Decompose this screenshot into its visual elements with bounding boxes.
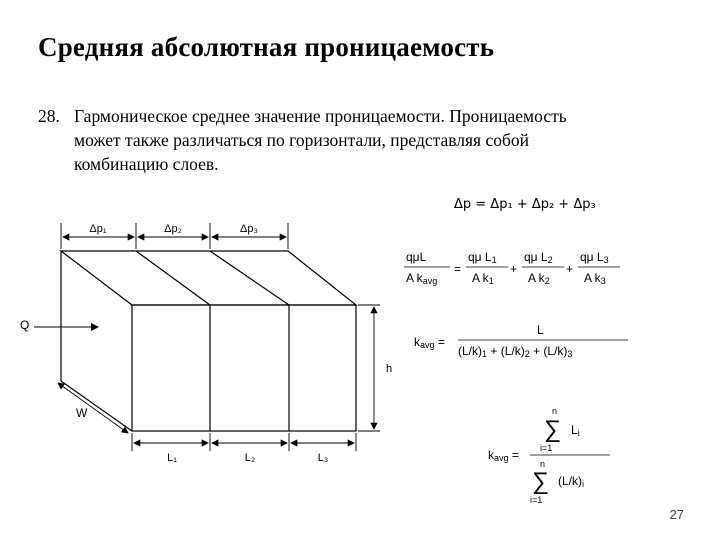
sum-top-lower: n xyxy=(540,459,546,469)
eq2-frac1-den: A k1 xyxy=(472,271,494,286)
height-dimension xyxy=(358,305,380,431)
layered-block-diagram xyxy=(20,205,400,470)
eq4-numerator: Li xyxy=(571,423,580,438)
eq2-plus1: + xyxy=(510,262,518,276)
eq2-frac3-num: qμ L3 xyxy=(580,250,609,265)
item-line-1: Гармоническое среднее значение проницаемости. Проницаемость xyxy=(74,106,567,126)
h-label: h xyxy=(386,363,393,375)
dp1-label: Δp₁ xyxy=(89,223,107,235)
item-line-3: комбинацию слоев. xyxy=(74,154,219,174)
item-number: 28. xyxy=(38,106,60,126)
eq2-frac0-num: qμL xyxy=(406,250,427,264)
eq3 xyxy=(414,323,628,359)
q-label: Q xyxy=(20,318,30,332)
eq3-denominator: (L/k)1 + (L/k)2 + (L/k)3 xyxy=(458,344,573,359)
eq2 xyxy=(404,250,620,286)
eq4 xyxy=(488,406,610,505)
formula-panel xyxy=(400,185,690,510)
eq4-denominator: (L/k)i xyxy=(558,474,584,489)
slide-title: Средняя абсолютная проницаемость xyxy=(38,32,495,62)
eq2-frac2-den: A k2 xyxy=(528,271,550,286)
w-label: W xyxy=(76,406,88,420)
eq1: Δp = Δp₁ + Δp₂ + Δp₃ xyxy=(454,197,596,212)
dp3-label: Δp₃ xyxy=(240,223,258,235)
eq2-frac3-den: A k3 xyxy=(584,271,606,286)
sum-bottom-lower: i=1 xyxy=(530,495,543,505)
l2-label: L₂ xyxy=(244,452,256,464)
page-number: 27 xyxy=(669,507,684,522)
l1-label: L₁ xyxy=(167,452,177,464)
width-dimension xyxy=(58,383,128,433)
item-line-2: может также различаться по горизонтали, представляя собой xyxy=(74,130,530,150)
eq2-frac1-num: qμ L1 xyxy=(468,250,497,265)
eq2-plus2: + xyxy=(566,262,574,276)
dp2-label: Δp₂ xyxy=(164,223,182,235)
block-front-face xyxy=(132,305,356,431)
sum-sign-upper: ∑ xyxy=(544,416,562,443)
item-text xyxy=(74,104,674,176)
eq3-lhs: kavg = xyxy=(414,335,445,350)
block-top-face xyxy=(61,251,356,305)
sum-sign-lower: ∑ xyxy=(532,468,550,495)
length-dimensions xyxy=(132,433,356,451)
sum-bottom-upper: i=1 xyxy=(540,443,553,453)
l3-label: L₃ xyxy=(317,452,329,464)
eq4-lhs: kavg = xyxy=(488,448,519,463)
eq2-eq: = xyxy=(454,262,462,276)
eq3-numerator: L xyxy=(537,323,544,337)
eq2-frac2-num: qμ L2 xyxy=(524,250,553,265)
eq2-frac0-den: A kavg xyxy=(406,271,438,286)
sum-top-upper: n xyxy=(552,406,558,416)
